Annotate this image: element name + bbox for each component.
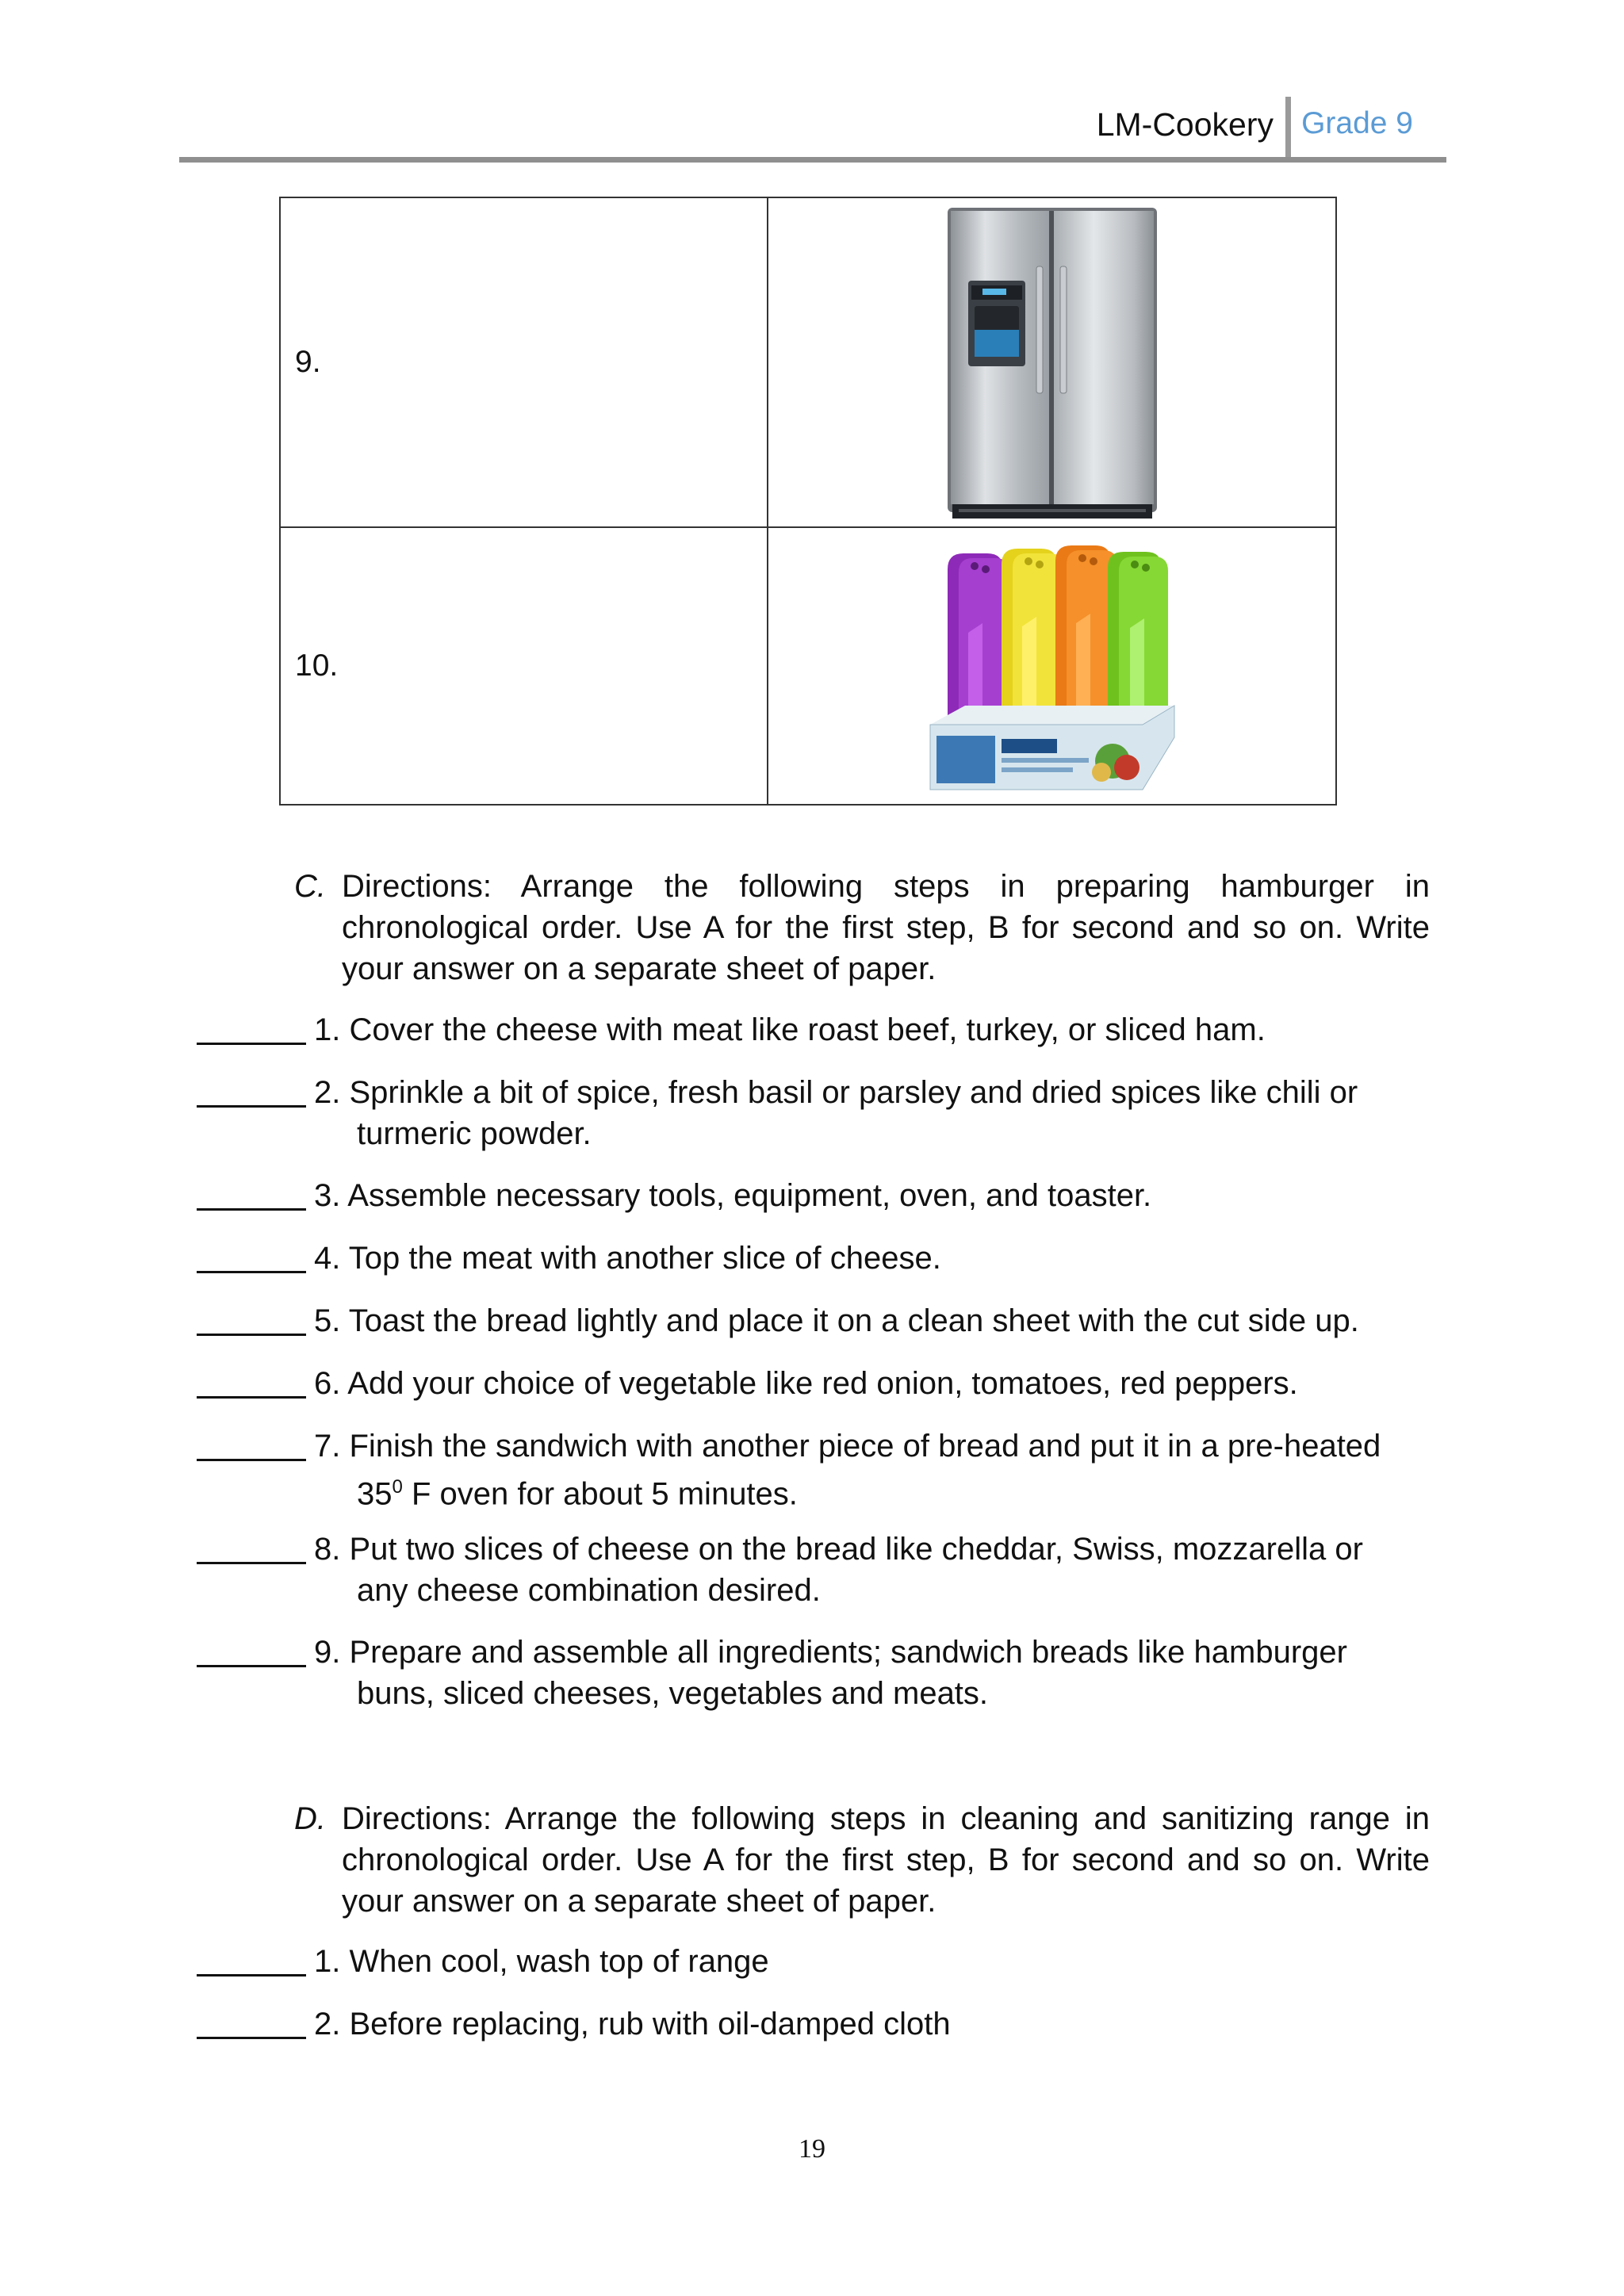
section-d-directions xyxy=(294,1798,1430,1922)
directions-text: Directions: Arrange the following steps in cleaning and sanitizing range in chronological order. Use A for the first step, B for second and so on. Write your answer on a separate sheet of paper. xyxy=(342,1801,1430,1919)
answer-blank xyxy=(197,1009,306,1045)
answer-blank xyxy=(197,1425,306,1461)
degree-superscript: 0 xyxy=(392,1476,403,1498)
header-rule xyxy=(179,157,1446,163)
grade-label: Grade 9 xyxy=(1301,106,1413,140)
step-text: 8. Put two slices of cheese on the bread like cheddar, Swiss, mozzarella or xyxy=(314,1532,1363,1567)
step-text: 1. When cool, wash top of range xyxy=(314,1944,769,1979)
step-text: 5. Toast the bread lightly and place it on a clean sheet with the cut side up. xyxy=(314,1303,1359,1338)
step-text: 1. Cover the cheese with meat like roast beef, turkey, or sliced ham. xyxy=(314,1012,1266,1047)
answer-blank xyxy=(197,1300,306,1336)
step-text-continued xyxy=(314,1467,1456,1514)
temperature-value: 35 xyxy=(357,1476,393,1512)
answer-blank xyxy=(197,1941,306,1976)
step-text: 7. Finish the sandwich with another piece of bread and put it in a pre-heated xyxy=(314,1429,1381,1464)
item-table xyxy=(279,197,1337,806)
answer-blank xyxy=(197,1363,306,1399)
item-number: 10. xyxy=(280,527,768,805)
chopping-boards-image-cell xyxy=(768,527,1336,805)
step-text: 3. Assemble necessary tools, equipment, oven, and toaster. xyxy=(314,1178,1152,1213)
course-title: LM-Cookery xyxy=(1096,106,1274,143)
page-header xyxy=(179,95,1446,163)
answer-blank xyxy=(197,1072,306,1108)
step-text-continued: buns, sliced cheeses, vegetables and meats. xyxy=(357,1676,989,1711)
table-row xyxy=(280,527,1336,805)
step-text: 9. Prepare and assemble all ingredients; sandwich breads like hamburger xyxy=(314,1635,1347,1670)
answer-blank xyxy=(197,1175,306,1211)
step-text: 4. Top the meat with another slice of cheese. xyxy=(314,1241,941,1276)
step-text: 6. Add your choice of vegetable like red onion, tomatoes, red peppers. xyxy=(314,1366,1298,1401)
answer-blank xyxy=(197,1238,306,1273)
directions-text: Directions: Arrange the following steps in preparing hamburger in chronological order. Use A for the first step, B for second and so on. Write your answer on a separate sheet of paper. xyxy=(342,869,1430,986)
table-row xyxy=(280,197,1336,527)
step-text-continued: turmeric powder. xyxy=(357,1116,592,1151)
item-number: 9. xyxy=(280,197,768,527)
page-number: 19 xyxy=(799,2134,825,2164)
answer-blank xyxy=(197,1632,306,1667)
step-text-continued: any cheese combination desired. xyxy=(357,1573,821,1608)
answer-blank xyxy=(197,2003,306,2039)
answer-blank xyxy=(197,1529,306,1564)
refrigerator-image xyxy=(941,203,1163,526)
section-letter: D. xyxy=(294,1801,326,1836)
step-text: 2. Before replacing, rub with oil-damped cloth xyxy=(314,2007,951,2042)
section-letter: C. xyxy=(294,869,326,904)
chopping-boards-image xyxy=(925,538,1179,796)
header-divider xyxy=(1285,97,1291,157)
refrigerator-image-cell xyxy=(768,197,1336,527)
section-c-directions xyxy=(294,866,1430,989)
step-text: 2. Sprinkle a bit of spice, fresh basil or parsley and dried spices like chili or xyxy=(314,1075,1358,1110)
step-text-remainder: F oven for about 5 minutes. xyxy=(402,1476,798,1512)
